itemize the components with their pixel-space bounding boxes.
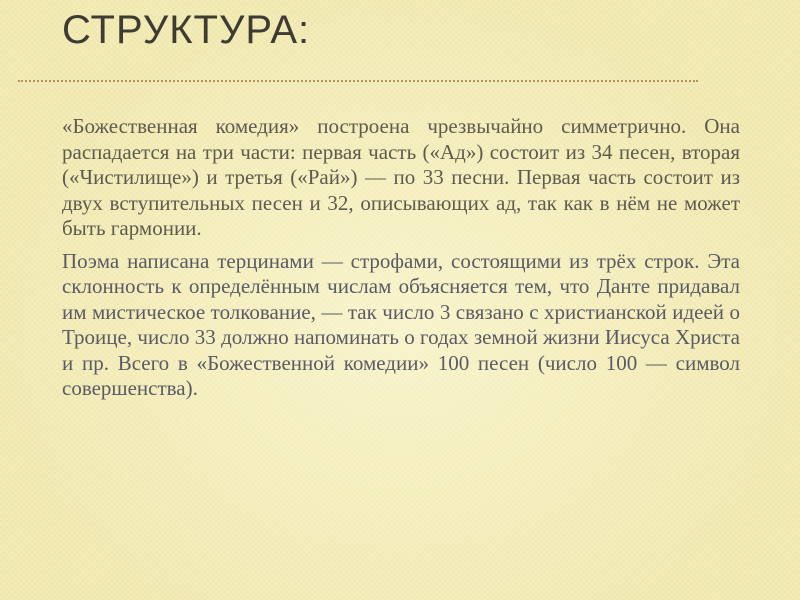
slide-body xyxy=(62,114,740,409)
title-divider xyxy=(18,80,698,82)
paragraph-structure: «Божественная комедия» построена чрезвычайно симметрично. Она распадается на три части: первая часть («Ад») состоит из 34 песен, вторая («Чистилище») и третья («Рай») — по 33 песни. Первая часть состоит из двух вступительных песен и 32, описывающих ад, так как в нём не может быть гармонии. xyxy=(62,114,740,240)
paragraph-tercets: Поэма написана терцинами — строфами, состоящими из трёх строк. Эта склонность к определённым числам объясняется тем, что Данте придавал им мистическое толкование, — так число 3 связано с христианской идеей о Троице, число 33 должно напоминать о годах земной жизни Иисуса Христа и пр. Всего в «Божественной комедии» 100 песен (число 100 — символ совершенства). xyxy=(62,248,740,400)
slide-title: СТРУКТУРА: xyxy=(62,8,311,52)
